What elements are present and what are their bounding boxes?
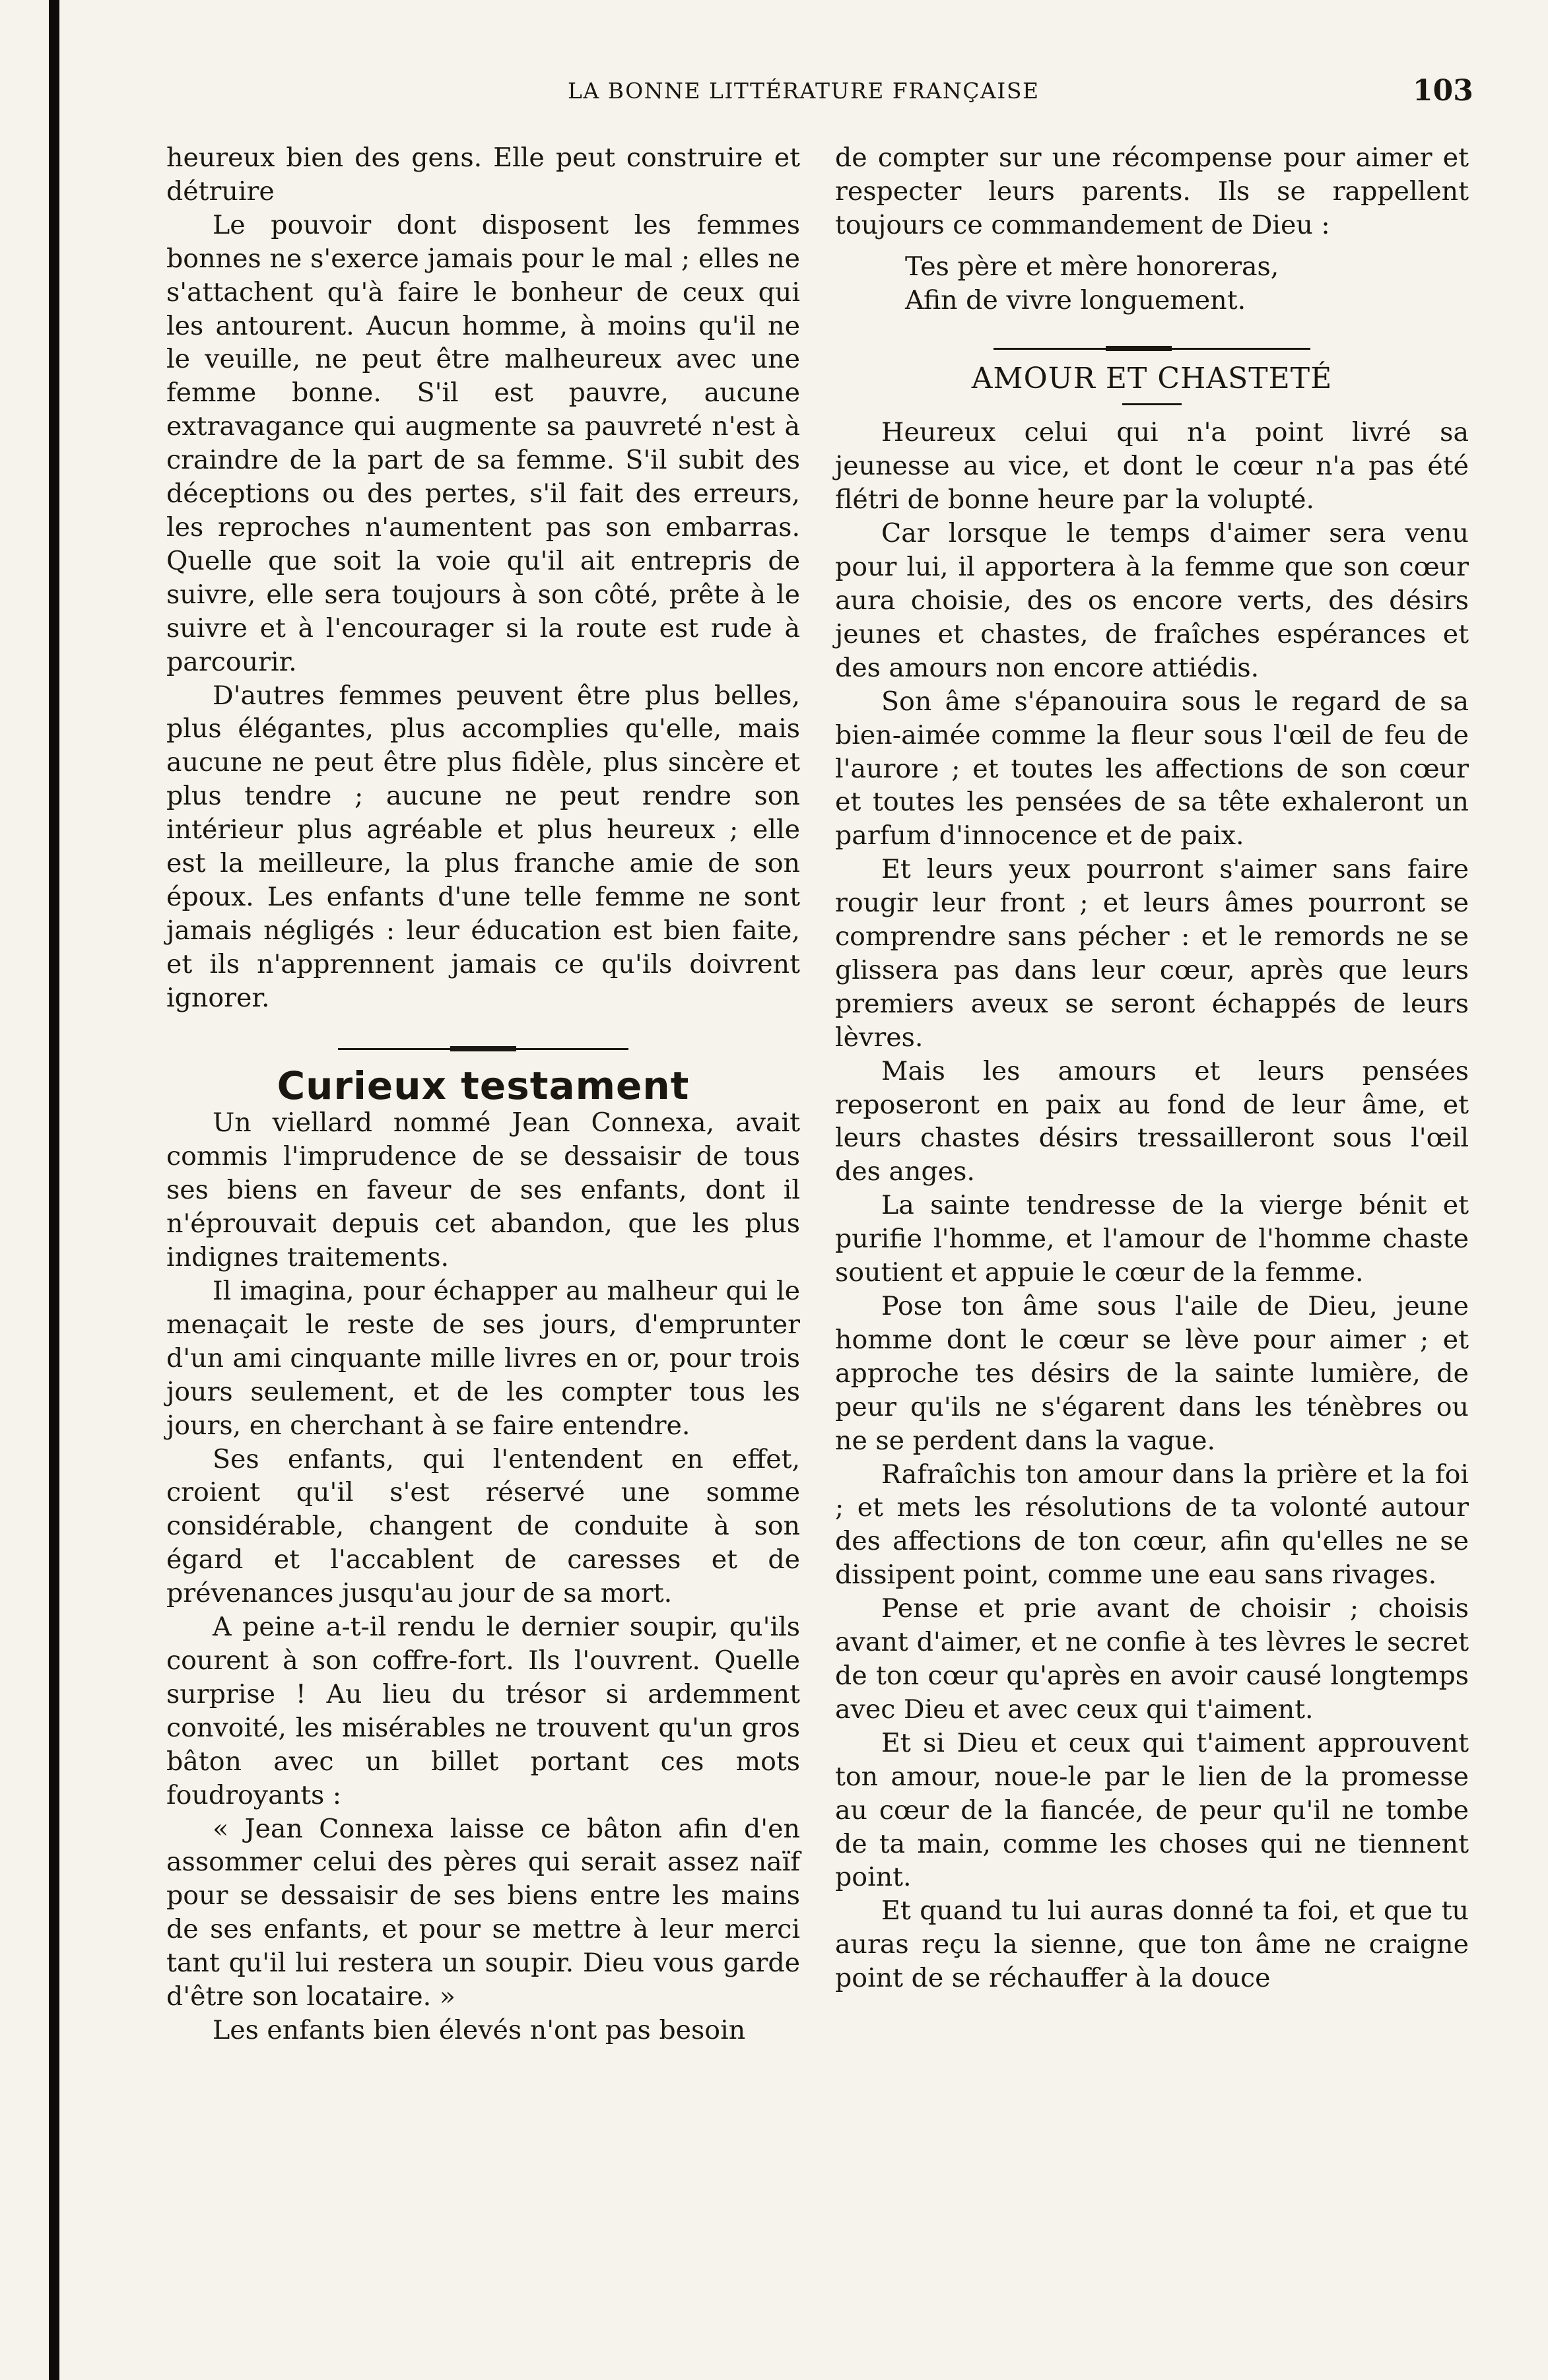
section-divider	[338, 1041, 628, 1056]
title-underline	[1122, 403, 1182, 405]
quoted-note: « Jean Connexa laisse ce bâton afin d'en assommer celui des pères qui serait assez naïf pour se dessaisir de ses biens entre les mains de ses enfants, et pour se mettre à leur merci tant qu'il lui restera un soupir. Dieu vous garde d'être son locataire. »	[166, 1813, 800, 2012]
paragraph: Et quand tu lui auras donné ta foi, et que tu auras reçu la sienne, que ton âme ne craigne point de se réchauffer à la douce	[835, 1896, 1469, 1994]
verse-line: Afin de vivre longuement.	[905, 284, 1246, 315]
paragraph: Les enfants bien élevés n'ont pas besoin	[213, 2014, 746, 2045]
paragraph: heureux bien des gens. Elle peut construire et détruire	[166, 143, 800, 207]
paragraph: Il imagina, pour échapper au malheur qui le menaçait le reste de ses jours, d'emprunter d'un ami cinquante mille livres en or, pour trois jours seulement, et de les compter tous les jours, en cherchant à se faire entendre.	[166, 1276, 800, 1441]
paragraph: Pense et prie avant de choisir ; choisis avant d'aimer, et ne confie à tes lèvres le secret de ton cœur qu'après en avoir causé longtemps avec Dieu et avec ceux qui t'aiment.	[835, 1593, 1469, 1725]
paragraph: Et si Dieu et ceux qui t'aiment approuvent ton amour, noue-le par le lien de la promesse au cœur de la fiancée, de peur qu'il ne tombe de ta main, comme les choses qui ne tiennent point.	[835, 1727, 1469, 1893]
paragraph: Et leurs yeux pourront s'aimer sans faire rougir leur front ; et leurs âmes pourront se comprendre sans pécher : et le remords ne se glissera pas dans leur cœur, après que leurs premiers aveux se seront échappés de leurs lèvres.	[835, 854, 1469, 1053]
paragraph: Car lorsque le temps d'aimer sera venu pour lui, il apportera à la femme que son cœur aura choisie, des os encore verts, des désirs jeunes et chastes, de fraîches espérances et des amours non encore attiédis.	[835, 518, 1469, 683]
right-column	[835, 141, 1469, 1995]
paragraph: Un viellard nommé Jean Connexa, avait commis l'imprudence de se dessaisir de tous ses biens en faveur de ses enfants, dont il n'éprouvait depuis cet abandon, que les plus indignes traitements.	[166, 1107, 800, 1273]
paragraph: Le pouvoir dont disposent les femmes bonnes ne s'exerce jamais pour le mal ; elles ne s'attachent qu'à faire le bonheur de ceux qui les antourent. Aucun homme, à moins qu'il ne le veuille, ne peut être malheureux avec une femme bonne. S'il est pauvre, aucune extravagance qui augmente sa pauvreté n'est à craindre de la part de sa femme. S'il subit des déceptions ou des pertes, s'il fait des erreurs, les reproches n'aumentent pas son embarras. Quelle que soit la voie qu'il ait entrepris de suivre, elle sera toujours à son côté, prête à le suivre et à l'encourager si la route est rude à parcourir.	[166, 209, 800, 677]
running-title: LA BONNE LITTÉRATURE FRANÇAISE	[568, 78, 1040, 104]
paragraph: D'autres femmes peuvent être plus belles, plus élégantes, plus accomplies qu'elle, mais aucune ne peut être plus fidèle, plus sincère et plus tendre ; aucune ne peut rendre son intérieur plus agréable et plus heureux ; elle est la meilleure, la plus franche amie de son époux. Les enfants d'une telle femme ne sont jamais négligés : leur éducation est bien faite, et ils n'apprennent jamais ce qu'ils doivrent ignorer.	[166, 680, 800, 1013]
paragraph: Mais les amours et leurs pensées reposeront en paix au fond de leur âme, et leurs chastes désirs tressailleront sous l'œil des anges.	[835, 1055, 1469, 1187]
left-column	[166, 141, 800, 2047]
paragraph: de compter sur une récompense pour aimer et respecter leurs parents. Ils se rappellent toujours ce commandement de Dieu :	[835, 143, 1469, 240]
paragraph: A peine a-t-il rendu le dernier soupir, qu'ils courent à son coffre-fort. Ils l'ouvrent. Quelle surprise ! Au lieu du trésor si ardemment convoité, les misérables ne trouvent qu'un gros bâton avec un billet portant ces mots foudroyants :	[166, 1612, 800, 1810]
paragraph: Pose ton âme sous l'aile de Dieu, jeune homme dont le cœur se lève pour aimer ; et approche tes désirs de la sainte lumière, de peur qu'ils ne s'égarent dans les ténèbres ou ne se perdent dans la vague.	[835, 1291, 1469, 1456]
page-number: 103	[1413, 74, 1473, 108]
paragraph: La sainte tendresse de la vierge bénit et purifie l'homme, et l'amour de l'homme chaste soutient et appuie le cœur de la femme.	[835, 1190, 1469, 1288]
section-divider	[993, 341, 1310, 356]
section-title-curieux-testament: Curieux testament	[277, 1063, 690, 1108]
paragraph: Ses enfants, qui l'entendent en effet, croient qu'il s'est réservé une somme considérable, changent de conduite à son égard et l'accablent de caresses et de prévenances jusqu'au jour de sa mort.	[166, 1443, 800, 1609]
paragraph: Rafraîchis ton amour dans la prière et la foi ; et mets les résolutions de ta volonté autour des affections de ton cœur, afin qu'elles ne se dissipent point, comme une eau sans rivages.	[835, 1459, 1469, 1591]
section-title-amour-et-chastete: AMOUR ET CHASTETÉ	[971, 361, 1333, 395]
verse-line: Tes père et mère honoreras,	[905, 251, 1279, 282]
paragraph: Heureux celui qui n'a point livré sa jeunesse au vice, et dont le cœur n'a pas été flétri de bonne heure par la volupté.	[835, 417, 1469, 515]
page-binding-edge	[49, 0, 59, 2380]
paragraph: Son âme s'épanouira sous le regard de sa bien-aimée comme la fleur sous l'œil de feu de l'aurore ; et toutes les affections de son cœur et toutes les pensées de sa tête exhaleront un parfum d'innocence et de paix.	[835, 686, 1469, 851]
